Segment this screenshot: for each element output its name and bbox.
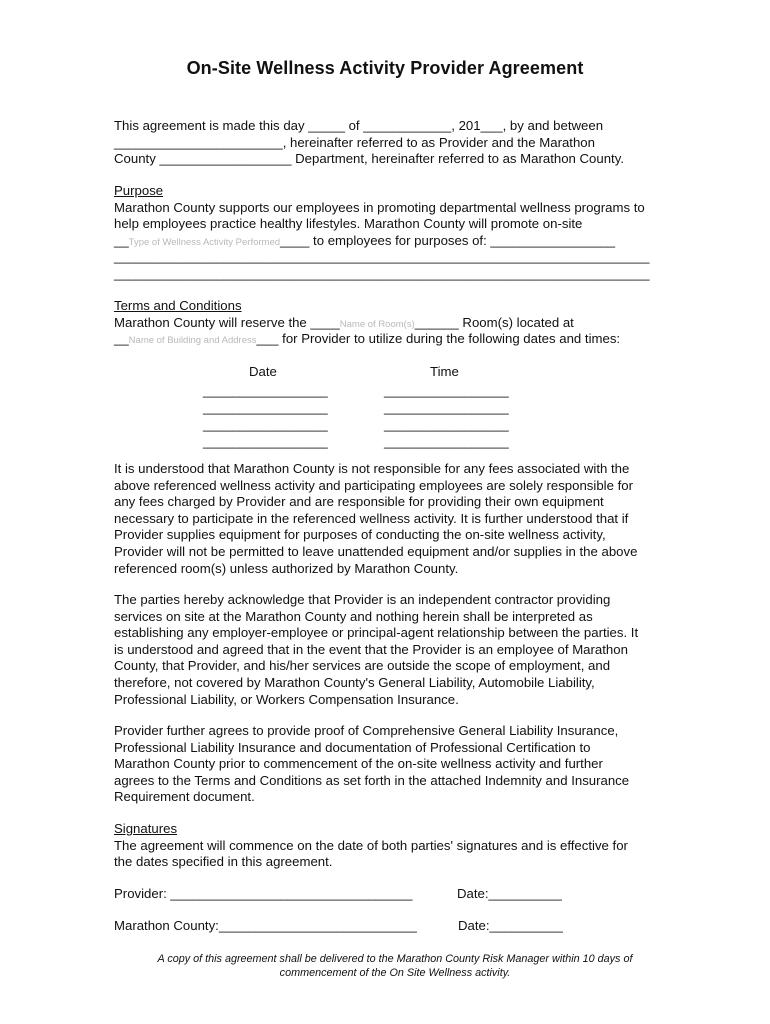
contractor-paragraph [114, 592, 674, 708]
date-blank[interactable]: _________________ [203, 434, 328, 449]
purpose-blank-line: _________________________________________________________________________ [114, 265, 650, 281]
footer-line: commencement of the On Site Wellness activity. [279, 967, 511, 979]
document-title: On-Site Wellness Activity Provider Agreement [186, 58, 584, 78]
paragraph-line: establishing any employer-employee or principal-agent relationship between the parties. It [114, 625, 639, 641]
building-address-field[interactable]: Name of Building and Address [128, 335, 257, 347]
paragraph-line: Marathon County prior to commencement of the on-site wellness activity and further [114, 756, 603, 772]
signatures-line: the dates specified in this agreement. [114, 854, 333, 870]
time-column-header: Time [430, 364, 459, 379]
purpose-heading: Purpose [114, 183, 164, 198]
county-signature-field[interactable]: Marathon County:___________________________ [114, 918, 417, 933]
paragraph-line: services on site at the Marathon County and nothing herein shall be interpreted as [114, 608, 593, 624]
terms-heading: Terms and Conditions [114, 298, 242, 313]
paragraph-line: Requirement document. [114, 789, 255, 805]
paragraph-line: Provider further agrees to provide proof of Comprehensive General Liability Insurance, [114, 723, 619, 738]
provider-date-field[interactable]: Date:__________ [457, 886, 562, 901]
purpose-section [114, 183, 674, 283]
terms-room-pre: Marathon County will reserve the ____ [114, 314, 340, 330]
paragraph-line: The parties hereby acknowledge that Provider is an independent contractor providing [114, 592, 611, 607]
terms-room-post: ______ Room(s) located at [414, 314, 574, 330]
paragraph-line: Professional Liability Insurance and documentation of Professional Certification to [114, 739, 591, 755]
paragraph-line: is understood and agreed that in the event that the Provider is an employee of Marathon [114, 641, 628, 657]
purpose-blank-pre: __ [114, 232, 129, 248]
signatures-section [114, 821, 674, 871]
terms-section [114, 298, 674, 348]
intro-paragraph [114, 118, 674, 168]
terms-building-post: ___ for Provider to utilize during the following dates and times: [256, 331, 621, 347]
date-column-header: Date [249, 364, 277, 379]
intro-line: County __________________ Department, hereinafter referred to as Marathon County. [114, 151, 625, 167]
date-blank[interactable]: _________________ [203, 400, 328, 415]
paragraph-line: agrees to the Terms and Conditions as set forth in the attached Indemnity and Insurance [114, 772, 630, 788]
provider-signature-field[interactable]: Provider: _________________________________ [114, 886, 413, 901]
footer-note [130, 952, 660, 980]
paragraph-line: County, that Provider, and his/her services are outside the scope of employment, and [114, 658, 611, 674]
paragraph-line: referenced room(s) unless authorized by Marathon County. [114, 560, 459, 576]
county-date-field[interactable]: Date:__________ [458, 918, 563, 933]
activity-type-field[interactable]: Type of Wellness Activity Performed [128, 236, 281, 248]
signatures-heading: Signatures [114, 821, 178, 836]
time-blank[interactable]: _________________ [384, 400, 509, 415]
paragraph-line: therefore, not covered by Marathon County's General Liability, Automobile Liability, [114, 674, 595, 690]
purpose-blank-post: ____ to employees for purposes of: _________________ [280, 232, 616, 248]
terms-building-pre: __ [114, 331, 129, 347]
paragraph-line: Provider will not be permitted to leave unattended equipment and/or supplies in the above [114, 543, 638, 559]
date-blank[interactable]: _________________ [203, 417, 328, 432]
paragraph-line: Professional Liability, or Workers Compensation Insurance. [114, 691, 459, 707]
terms-line-room [114, 315, 674, 332]
purpose-line-activity [114, 233, 674, 250]
purpose-blank-line: _________________________________________________________________________ [114, 249, 650, 265]
paragraph-line: It is understood that Marathon County is not responsible for any fees associated with the [114, 461, 630, 476]
purpose-line: Marathon County supports our employees in promoting departmental wellness programs to [114, 199, 645, 215]
time-blank[interactable]: _________________ [384, 417, 509, 432]
time-blank[interactable]: _________________ [384, 434, 509, 449]
paragraph-line: Provider supplies equipment for purposes of conducting the on-site wellness activity, [114, 527, 606, 543]
insurance-paragraph [114, 723, 674, 806]
terms-line-building [114, 331, 674, 348]
paragraph-line: necessary to participate in the referenced wellness activity. It is further understood that if [114, 510, 629, 526]
signatures-line: The agreement will commence on the date of both parties' signatures and is effective for [114, 837, 628, 853]
purpose-line: help employees practice healthy lifestyles. Marathon County will promote on-site [114, 216, 583, 232]
intro-line: _______________________, hereinafter referred to as Provider and the Marathon [114, 134, 595, 150]
paragraph-line: any fees charged by Provider and are responsible for providing their own equipment [114, 494, 604, 510]
paragraph-line: above referenced wellness activity and participating employees are solely responsible for [114, 477, 633, 493]
intro-line: This agreement is made this day _____ of ____________, 201___, by and between [114, 118, 604, 133]
fees-paragraph [114, 461, 674, 577]
time-blank[interactable]: _________________ [384, 383, 509, 398]
date-blank[interactable]: _________________ [203, 383, 328, 398]
footer-line: A copy of this agreement shall be delivered to the Marathon County Risk Manager within 10 days of [157, 953, 633, 965]
room-name-field[interactable]: Name of Room(s) [339, 318, 415, 330]
